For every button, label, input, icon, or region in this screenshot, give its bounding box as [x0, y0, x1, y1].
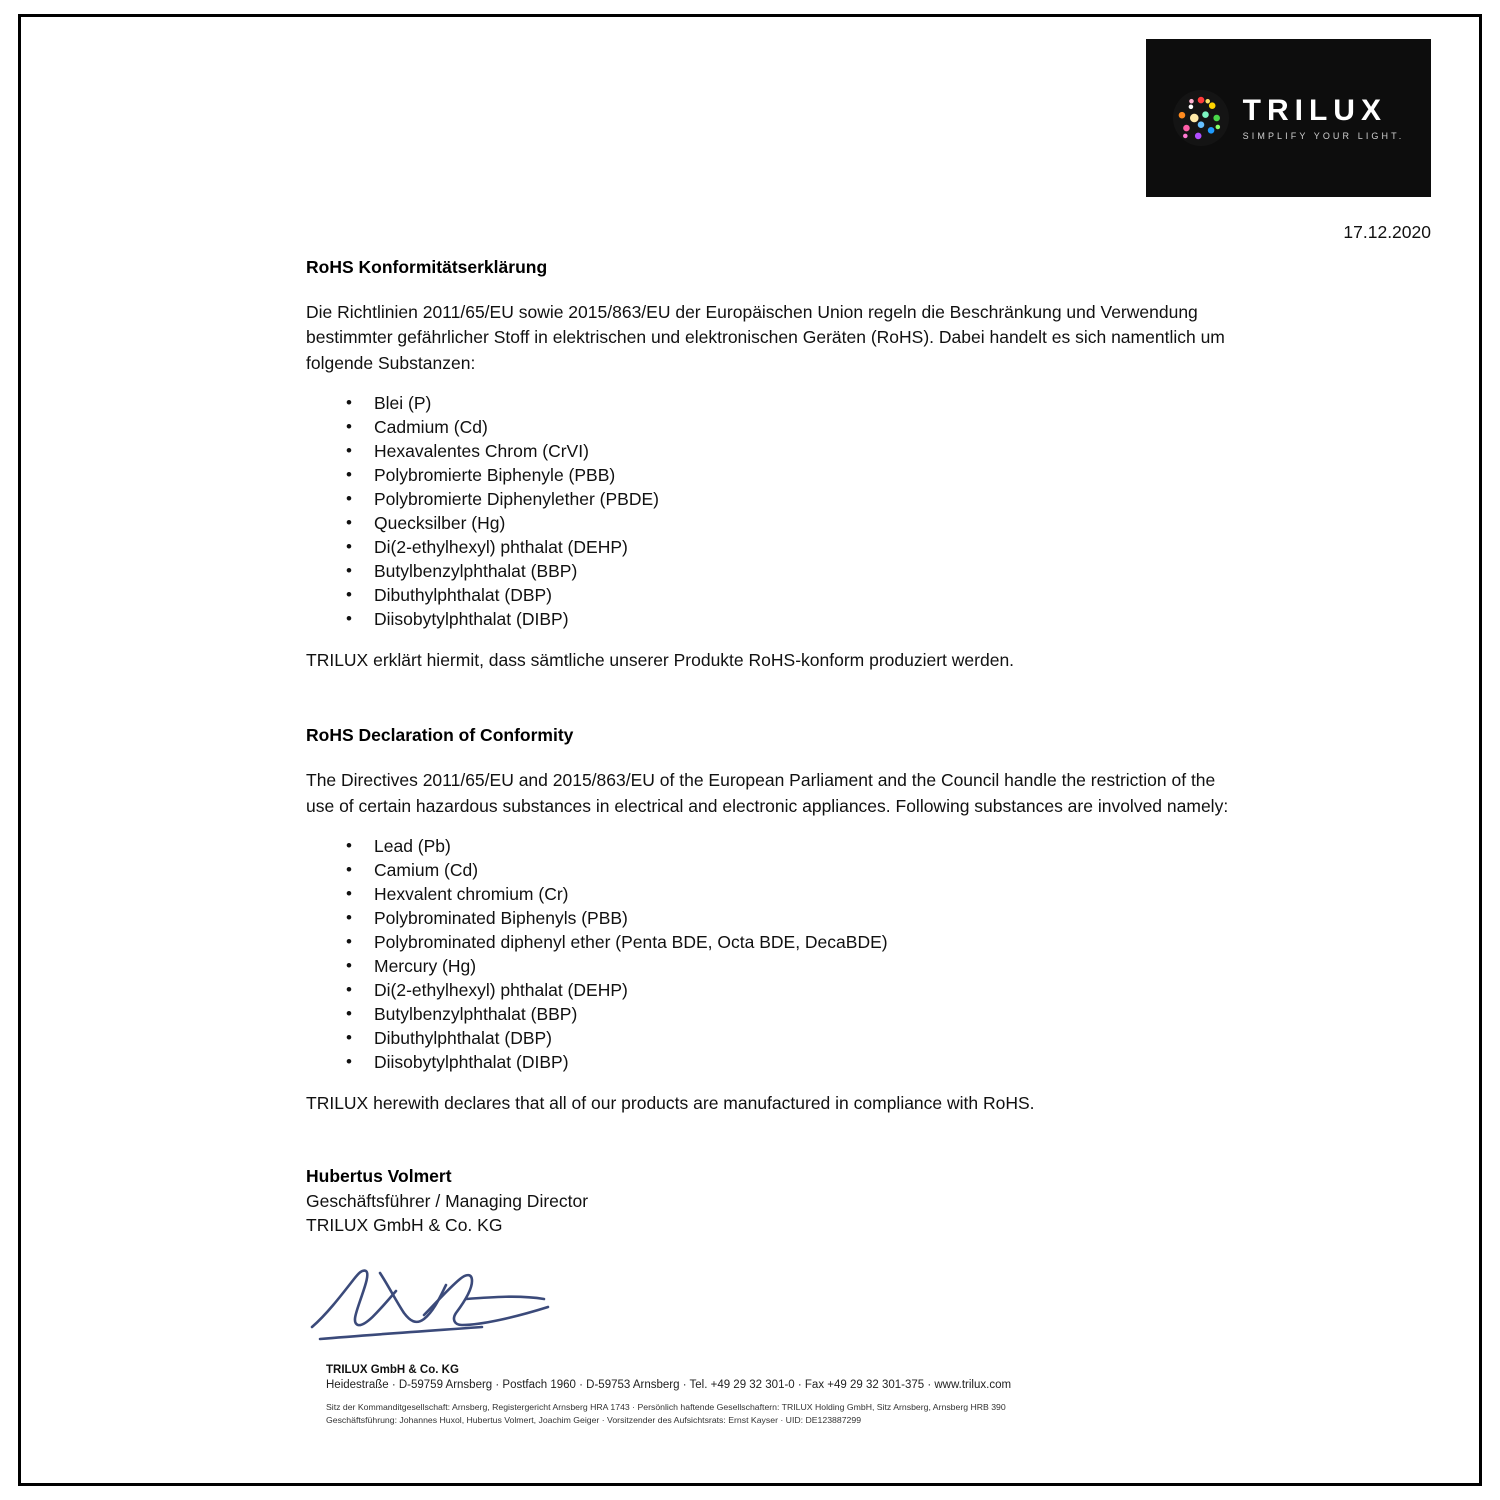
- list-item: • Dibuthylphthalat (DBP): [346, 1027, 1236, 1051]
- list-item: • Dibuthylphthalat (DBP): [346, 584, 1236, 608]
- signatory-role: Geschäftsführer / Managing Director: [306, 1191, 589, 1211]
- list-item: • Di(2-ethylhexyl) phthalat (DEHP): [346, 979, 1236, 1003]
- signatory-name: Hubertus Volmert: [306, 1166, 452, 1186]
- german-closing-paragraph: TRILUX erklärt hiermit, dass sämtliche unserer Produkte RoHS-konform produziert werden.: [306, 649, 1015, 670]
- german-intro-paragraph: Die Richtlinien 2011/65/EU sowie 2015/863/EU der Europäischen Union regeln die Beschränkung und Verwendung bestimmter gefährlicher Stoff in elektrischen und elektronischen Geräten (RoHS). Dabei handelt es sich namentlich um folgende Substanzen:: [306, 302, 1225, 373]
- footer-company: TRILUX GmbH & Co. KG: [326, 1363, 459, 1376]
- list-item: • Polybrominated Biphenyls (PBB): [346, 907, 1236, 931]
- list-item: • Butylbenzylphthalat (BBP): [346, 1003, 1236, 1027]
- list-item: • Camium (Cd): [346, 859, 1236, 883]
- list-item: • Cadmium (Cd): [346, 416, 1236, 440]
- page-inner: [21, 17, 1479, 1483]
- section-spacer: [306, 683, 1236, 725]
- list-item: • Diisobytylphthalat (DIBP): [346, 1051, 1236, 1075]
- english-section-title: RoHS Declaration of Conformity: [306, 725, 574, 746]
- german-section-title: RoHS Konformitätserklärung: [306, 257, 548, 277]
- list-item: • Hexvalent chromium (Cr): [346, 883, 1236, 907]
- list-item: • Blei (P): [346, 392, 1236, 416]
- list-item: • Lead (Pb): [346, 835, 1236, 859]
- english-substance-list: [306, 835, 1236, 1075]
- list-item: • Di(2-ethylhexyl) phthalat (DEHP): [346, 536, 1236, 560]
- trilux-logo: [1146, 39, 1431, 197]
- logo-wordmark: TRILUX: [1242, 93, 1387, 127]
- footer-legal-line-2: Geschäftsführung: Johannes Huxol, Hubertus Volmert, Joachim Geiger · Vorsitzender des Aufsichtsrats: Ernst Kayser · UID: DE123887299: [326, 1414, 862, 1425]
- german-substance-list: [306, 392, 1236, 632]
- footer-legal-line-1: Sitz der Kommanditgesellschaft: Arnsberg, Registergericht Arnsberg HRA 1743 · Persönlich haftende Gesellschaftern: TRILUX Holding GmbH, Sitz Arnsberg, Arnsberg HRB 390: [326, 1401, 1006, 1412]
- colored-dot-globe-icon: [1173, 90, 1229, 146]
- handwritten-signature-icon: [306, 1255, 606, 1350]
- list-item: • Quecksilber (Hg): [346, 512, 1236, 536]
- logo-tagline: SIMPLIFY YOUR LIGHT.: [1242, 130, 1405, 141]
- document-date: 17.12.2020: [1343, 222, 1431, 242]
- list-item: • Butylbenzylphthalat (BBP): [346, 560, 1236, 584]
- signature-block: [306, 1166, 1236, 1355]
- page-border: [18, 14, 1482, 1486]
- list-item: • Mercury (Hg): [346, 955, 1236, 979]
- list-item: • Hexavalentes Chrom (CrVI): [346, 440, 1236, 464]
- logo-text: [1242, 93, 1405, 141]
- list-item: • Polybromierte Diphenylether (PBDE): [346, 488, 1236, 512]
- english-closing-paragraph: TRILUX herewith declares that all of our products are manufactured in compliance with RoHS.: [306, 1092, 1035, 1113]
- document-body: [306, 257, 1236, 1355]
- page-footer: [326, 1364, 1431, 1427]
- logo-inner: [1173, 90, 1405, 146]
- list-item: • Diisobytylphthalat (DIBP): [346, 608, 1236, 632]
- list-item: • Polybrominated diphenyl ether (Penta BDE, Octa BDE, DecaBDE): [346, 931, 1236, 955]
- signatory-company: TRILUX GmbH & Co. KG: [306, 1214, 503, 1235]
- english-intro-paragraph: The Directives 2011/65/EU and 2015/863/EU of the European Parliament and the Council handle the restriction of the use of certain hazardous substances in electrical and electronic appliances. Following substances are involved namely:: [306, 770, 1229, 816]
- footer-address: Heidestraße · D-59759 Arnsberg · Postfach 1960 · D-59753 Arnsberg · Tel. +49 29 32 301-0 · Fax +49 29 32 301-375 · www.trilux.com: [326, 1378, 1012, 1391]
- list-item: • Polybromierte Biphenyle (PBB): [346, 464, 1236, 488]
